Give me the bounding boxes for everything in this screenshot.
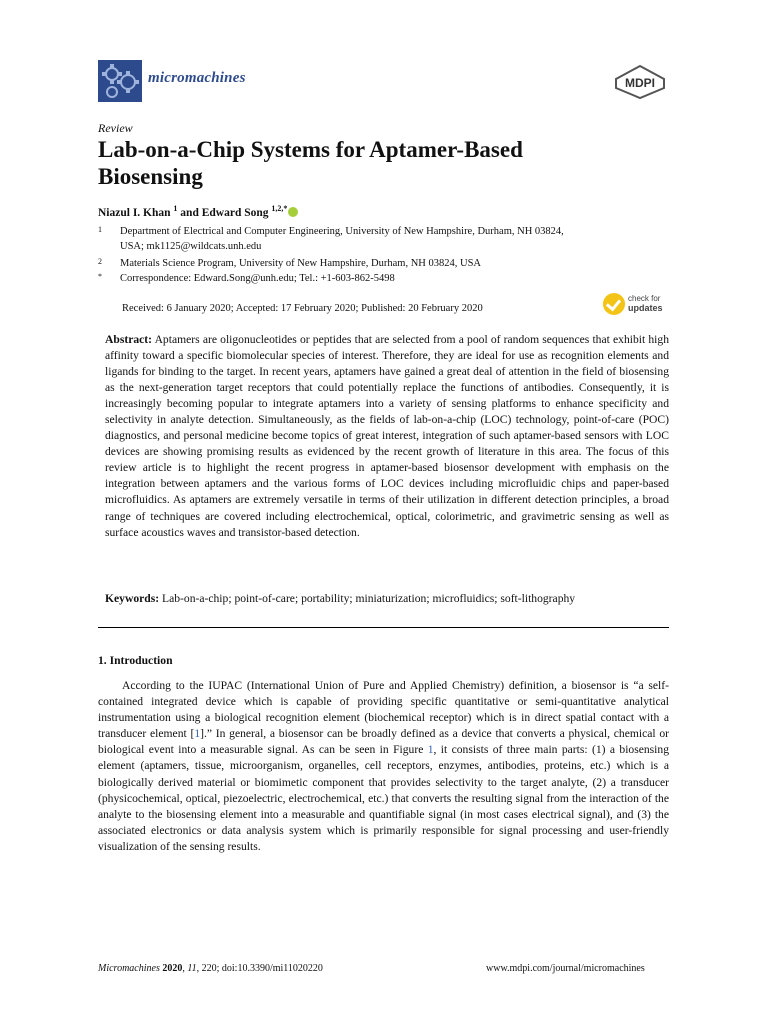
abstract-label: Abstract: xyxy=(105,333,153,346)
keywords-text: Lab-on-a-chip; point-of-care; portability; miniaturization; microfluidics; soft-lithography xyxy=(162,592,576,605)
footer-doi[interactable]: , 220; doi:10.3390/mi11020220 xyxy=(196,963,323,974)
intro-text: , it consists of three main parts: (1) a biosensing element (aptamers, tissue, microorganism, organelles, cell receptors, enzymes, antibodies, proteins, etc.) which is a biologically derived material or biomimetic component that provides selectivity to the target analyte, (2) a transducer (physicochemical, optical, piezoelectric, electrochemical, etc.) that converts the resulting signal from the interaction of the analyte to the biosensing element into a measurable and quantifiable signal (in most cases electrical signal), and (3) the associated electronics or data analysis system which is primarily responsible for signal processing and user-friendly visualization of the sensing results. xyxy=(98,743,669,853)
publication-dates: Received: 6 January 2020; Accepted: 17 February 2020; Published: 20 February 2020 xyxy=(122,303,483,314)
journal-name: micromachines xyxy=(148,70,246,86)
author-name[interactable]: Edward Song xyxy=(201,206,269,219)
keywords xyxy=(105,592,669,605)
abstract-text: Aptamers are oligonucleotides or peptides that are selected from a pool of random sequences that exhibit high affinity toward a specific biomolecular species of interest. Therefore, they are ideal for use as recognition elements and ligands for binding to the target. In recent years, aptamers have gained a great deal of attention in the field of biosensing as the next-generation target receptors that could potentially replace the functions of antibodies. Consequently, it is increasingly becoming popular to integrate aptamers into a variety of sensing platforms to enhance specificity and selectivity in analyte detection. Simultaneously, as the fields of lab-on-a-chip (LOC) technology, point-of-care (POC) diagnostics, and personal medicine become topics of great interest, integration of such aptamer-based sensors with LOC devices are showing promising results as evidenced by the recent growth of literature in this area. The focus of this review article is to highlight the recent progress in aptamer-based biosensor development with emphasis on the integration between aptamers and the various forms of LOC devices including microfluidic chips and paper-based microfluidics. As aptamers are extremely versatile in terms of their utilization in different detection principles, a broad range of techniques are covered including electrochemical, optical, colorimetric, and gravimetric sensing as well as surface acoustics waves and transistor-based detection. xyxy=(105,333,669,539)
journal-url[interactable]: www.mdpi.com/journal/micromachines xyxy=(486,963,645,974)
affiliation xyxy=(98,224,638,254)
intro-text: According to the IUPAC (International Union of Pure and Applied Chemistry) definition, a biosensor is “a self-contained integrated device which is capable of providing specific quantitative or semi-quantitative analytical instrumentation using a biological recognition element (biochemical receptor) which is in direct spatial contact with a transducer element [ xyxy=(98,679,669,741)
abstract xyxy=(105,332,669,541)
check-for-updates-badge[interactable] xyxy=(603,292,673,318)
citation-footer: Micromachines 2020, 11, 220; doi:10.3390/mi11020220 xyxy=(98,963,323,974)
divider xyxy=(98,627,669,628)
mdpi-logo-text: MDPI xyxy=(625,76,655,90)
author-list xyxy=(98,204,298,219)
author-joiner: and xyxy=(180,206,199,219)
reference-link[interactable]: 1 xyxy=(194,727,201,741)
journal-logo-icon xyxy=(98,60,142,102)
intro-paragraph xyxy=(98,678,669,855)
check-updates-line1: check for xyxy=(628,294,661,303)
author-affiliation-mark: 1 xyxy=(173,204,178,213)
correspondence-text: Correspondence: Edward.Song@unh.edu; Tel.: +1-603-862-5498 xyxy=(120,273,395,284)
affiliation-text: Department of Electrical and Computer Engineering, University of New Hampshire, Durham, NH 03824, USA; mk1125@wildcats.unh.edu xyxy=(120,226,564,252)
affiliation xyxy=(98,256,638,271)
check-icon xyxy=(603,293,625,315)
affiliation-mark: * xyxy=(98,272,102,281)
affiliation-mark: 2 xyxy=(98,257,102,266)
section-heading: 1. Introduction xyxy=(98,654,173,667)
article-type: Review xyxy=(98,121,133,135)
keywords-label: Keywords: xyxy=(105,592,160,605)
orcid-icon[interactable] xyxy=(288,207,298,217)
footer-volume: 11 xyxy=(187,963,197,974)
figure-link[interactable]: 1 xyxy=(427,743,434,757)
affiliation-text: Materials Science Program, University of New Hampshire, Durham, NH 03824, USA xyxy=(120,258,482,269)
check-updates-line2: updates xyxy=(628,303,663,313)
mdpi-logo-icon xyxy=(612,64,668,100)
affiliation-mark: 1 xyxy=(98,225,102,234)
intro-text: ].” In general, a biosensor can be broadly defined as a device that converts a physical, chemical or biological event into a measurable signal. As can be seen in Figure xyxy=(98,727,669,757)
author-affiliation-mark: 1,2,* xyxy=(271,204,288,213)
footer-year: 2020 xyxy=(162,963,183,974)
author-name[interactable]: Niazul I. Khan xyxy=(98,206,171,219)
article-title: Lab-on-a-Chip Systems for Aptamer-Based Biosensing xyxy=(98,137,523,189)
footer-journal: Micromachines xyxy=(98,963,160,974)
correspondence xyxy=(98,271,638,286)
